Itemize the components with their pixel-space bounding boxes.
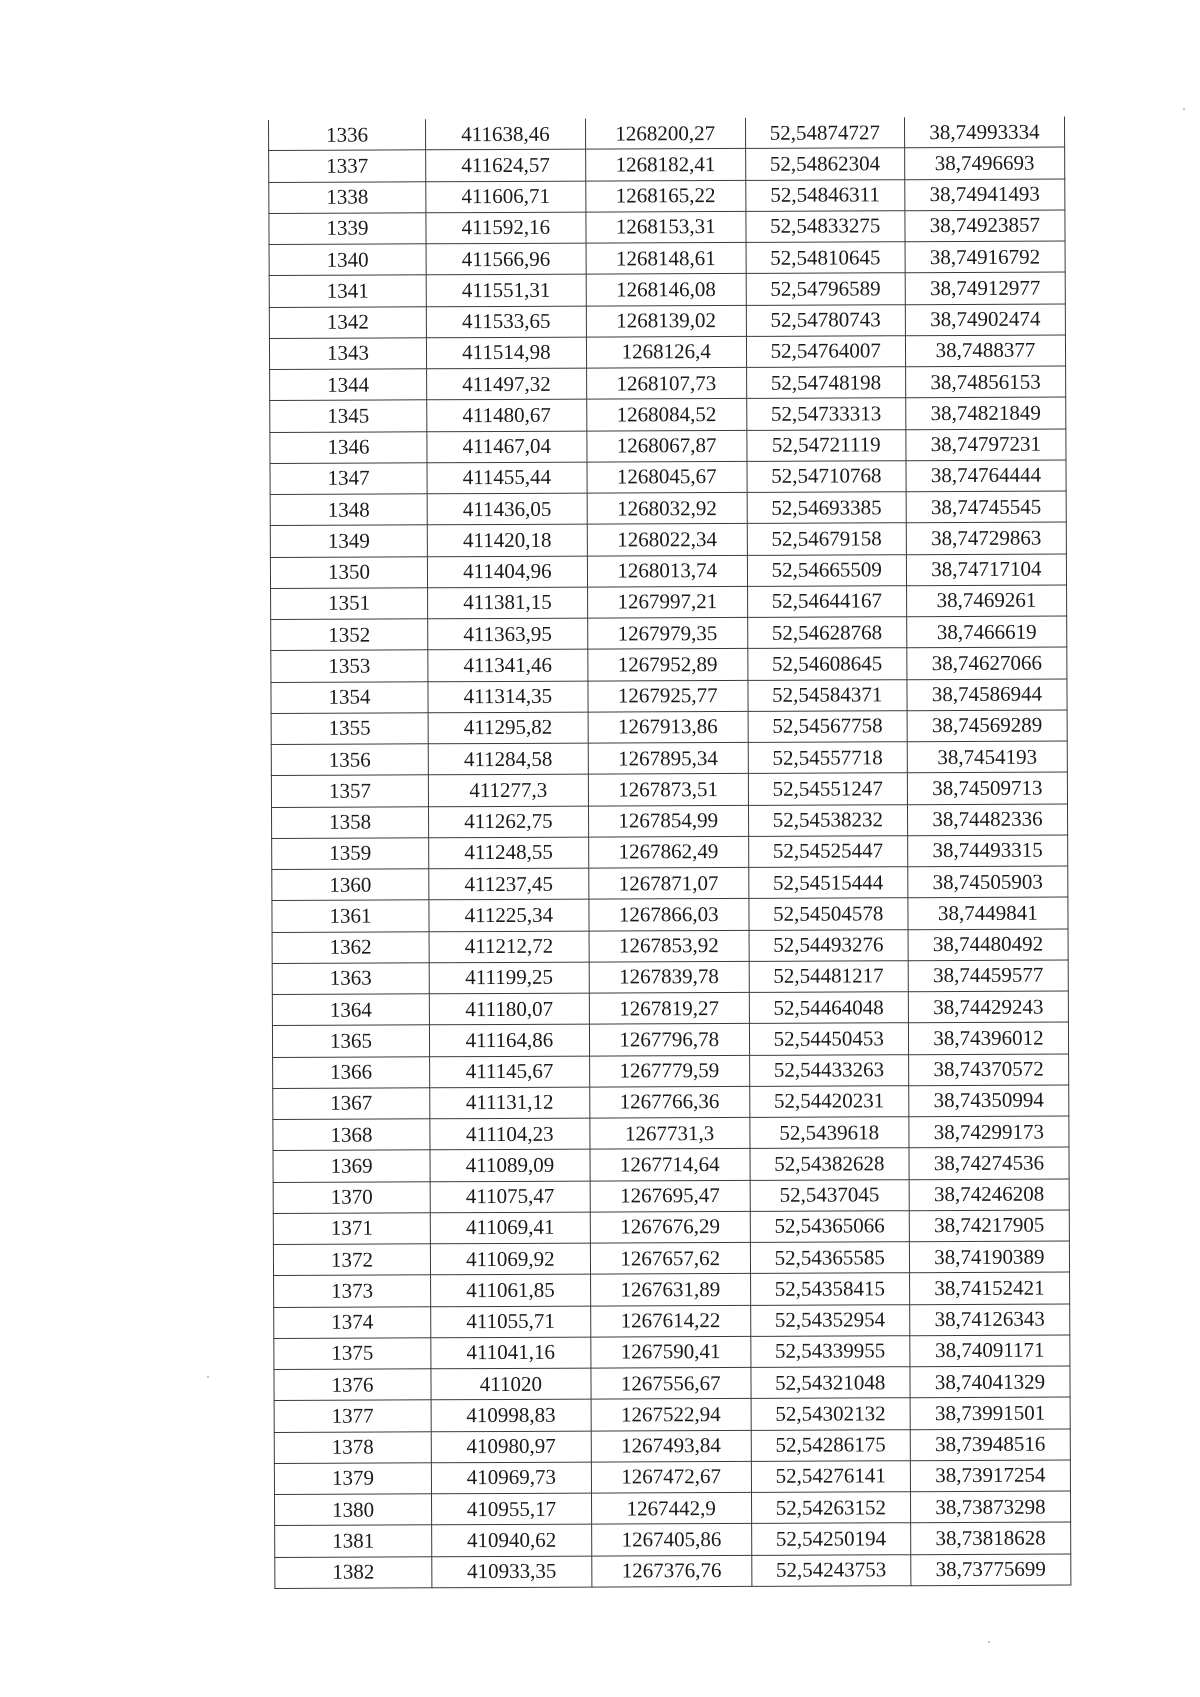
- table-row: [273, 1116, 1069, 1151]
- table-row: [270, 460, 1066, 495]
- x-coordinate-cell: 411104,23: [430, 1118, 590, 1150]
- x-coordinate-cell: 411566,96: [426, 243, 586, 275]
- latitude-cell: 52,54464048: [749, 992, 908, 1024]
- y-coordinate-cell: 1267631,89: [590, 1274, 750, 1306]
- latitude-cell: 52,54433263: [749, 1054, 908, 1086]
- y-coordinate-cell: 1267952,89: [588, 649, 748, 681]
- longitude-cell: 38,7454193: [907, 741, 1067, 773]
- y-coordinate-cell: 1267695,47: [590, 1180, 750, 1212]
- x-coordinate-cell: 411089,09: [430, 1149, 590, 1181]
- y-coordinate-cell: 1267731,3: [590, 1117, 750, 1149]
- x-coordinate-cell: 411212,72: [429, 931, 589, 963]
- latitude-cell: 52,54481217: [749, 960, 908, 992]
- table-row: [271, 679, 1067, 714]
- longitude-cell: 38,74482336: [907, 804, 1067, 836]
- latitude-cell: 52,54833275: [746, 210, 905, 242]
- table-row: [269, 304, 1065, 339]
- y-coordinate-cell: 1268146,08: [586, 274, 746, 306]
- latitude-cell: 52,54796589: [746, 273, 905, 305]
- table-row: [273, 1179, 1069, 1214]
- latitude-cell: 52,54450453: [749, 1023, 908, 1055]
- x-coordinate-cell: 411404,96: [427, 556, 587, 588]
- latitude-cell: 52,54862304: [745, 148, 904, 180]
- longitude-cell: 38,74429243: [908, 991, 1068, 1023]
- longitude-cell: 38,74902474: [905, 304, 1065, 336]
- x-coordinate-cell: 411069,92: [430, 1243, 590, 1275]
- longitude-cell: 38,74246208: [909, 1179, 1069, 1211]
- longitude-cell: 38,74729863: [906, 522, 1066, 554]
- longitude-cell: 38,74370572: [908, 1054, 1068, 1086]
- point-number-cell: 1349: [270, 525, 427, 557]
- table-row: [274, 1491, 1070, 1526]
- y-coordinate-cell: 1268107,73: [586, 367, 746, 399]
- y-coordinate-cell: 1267796,78: [589, 1024, 749, 1056]
- longitude-cell: 38,74717104: [906, 554, 1066, 586]
- x-coordinate-cell: 411248,55: [429, 837, 589, 869]
- longitude-cell: 38,74396012: [908, 1022, 1068, 1054]
- latitude-cell: 52,54608645: [748, 648, 907, 680]
- y-coordinate-cell: 1268153,31: [586, 211, 746, 243]
- latitude-cell: 52,54874727: [745, 117, 904, 148]
- point-number-cell: 1344: [270, 369, 427, 401]
- x-coordinate-cell: 410955,17: [431, 1493, 591, 1525]
- point-number-cell: 1374: [274, 1306, 431, 1338]
- y-coordinate-cell: 1267714,64: [590, 1149, 750, 1181]
- x-coordinate-cell: 411295,82: [428, 712, 588, 744]
- x-coordinate-cell: 411069,41: [430, 1212, 590, 1244]
- x-coordinate-cell: 411381,15: [428, 587, 588, 619]
- y-coordinate-cell: 1267590,41: [591, 1336, 751, 1368]
- table-row: [275, 1554, 1071, 1589]
- longitude-cell: 38,7466619: [907, 616, 1067, 648]
- y-coordinate-cell: 1268165,22: [586, 180, 746, 212]
- table-row: [271, 804, 1067, 839]
- longitude-cell: 38,74152421: [909, 1272, 1069, 1304]
- point-number-cell: 1365: [272, 1025, 429, 1057]
- longitude-cell: 38,74627066: [907, 647, 1067, 679]
- x-coordinate-cell: 411455,44: [427, 462, 587, 494]
- point-number-cell: 1345: [270, 400, 427, 432]
- point-number-cell: 1370: [273, 1181, 430, 1213]
- latitude-cell: 52,54748198: [746, 367, 905, 399]
- point-number-cell: 1364: [272, 994, 429, 1026]
- table-row: [269, 210, 1065, 245]
- x-coordinate-cell: 411638,46: [425, 119, 585, 150]
- y-coordinate-cell: 1268139,02: [586, 305, 746, 337]
- table-row: [271, 616, 1067, 651]
- x-coordinate-cell: 411497,32: [427, 368, 587, 400]
- y-coordinate-cell: 1267979,35: [587, 617, 747, 649]
- point-number-cell: 1355: [271, 713, 428, 745]
- point-number-cell: 1336: [269, 119, 426, 150]
- y-coordinate-cell: 1267819,27: [589, 992, 749, 1024]
- table-row: [273, 1054, 1069, 1089]
- x-coordinate-cell: 411164,86: [429, 1024, 589, 1056]
- latitude-cell: 52,54733313: [746, 398, 905, 430]
- latitude-cell: 52,54551247: [748, 773, 907, 805]
- table-row: [273, 1241, 1069, 1276]
- latitude-cell: 52,54420231: [749, 1085, 908, 1117]
- point-number-cell: 1377: [274, 1400, 431, 1432]
- longitude-cell: 38,74821849: [906, 397, 1066, 429]
- table-row: [273, 1147, 1069, 1182]
- x-coordinate-cell: 411624,57: [426, 149, 586, 181]
- coordinate-table: [268, 117, 1071, 1589]
- table-row: [274, 1460, 1070, 1495]
- latitude-cell: 52,54810645: [746, 242, 905, 274]
- point-number-cell: 1380: [274, 1494, 431, 1526]
- longitude-cell: 38,74586944: [907, 679, 1067, 711]
- y-coordinate-cell: 1267895,34: [588, 742, 748, 774]
- longitude-cell: 38,74126343: [910, 1304, 1070, 1336]
- x-coordinate-cell: 411363,95: [428, 618, 588, 650]
- longitude-cell: 38,74916792: [905, 241, 1065, 273]
- table-row: [273, 1085, 1069, 1120]
- point-number-cell: 1373: [274, 1275, 431, 1307]
- point-number-cell: 1359: [272, 838, 429, 870]
- longitude-cell: 38,73818628: [910, 1522, 1070, 1554]
- latitude-cell: 52,54710768: [747, 460, 906, 492]
- x-coordinate-cell: 411180,07: [429, 993, 589, 1025]
- table-row: [269, 147, 1065, 182]
- x-coordinate-cell: 411237,45: [429, 868, 589, 900]
- point-number-cell: 1350: [270, 556, 427, 588]
- point-number-cell: 1369: [273, 1150, 430, 1182]
- latitude-cell: 52,5439618: [750, 1117, 909, 1149]
- latitude-cell: 52,54764007: [746, 335, 905, 367]
- latitude-cell: 52,54628768: [747, 617, 906, 649]
- point-number-cell: 1340: [269, 244, 426, 276]
- y-coordinate-cell: 1267376,76: [592, 1555, 752, 1587]
- longitude-cell: 38,74299173: [909, 1116, 1069, 1148]
- x-coordinate-cell: 411436,05: [427, 493, 587, 525]
- latitude-cell: 52,54693385: [747, 492, 906, 524]
- scan-speck: [988, 1641, 990, 1643]
- latitude-cell: 52,54493276: [749, 929, 908, 961]
- latitude-cell: 52,54276141: [751, 1460, 910, 1492]
- x-coordinate-cell: 411225,34: [429, 899, 589, 931]
- point-number-cell: 1367: [273, 1088, 430, 1120]
- longitude-cell: 38,7469261: [906, 585, 1066, 617]
- point-number-cell: 1371: [273, 1213, 430, 1245]
- scan-speck: [1183, 108, 1185, 110]
- y-coordinate-cell: 1267862,49: [588, 836, 748, 868]
- latitude-cell: 52,54352954: [750, 1304, 909, 1336]
- point-number-cell: 1341: [269, 275, 426, 307]
- latitude-cell: 52,54515444: [748, 867, 907, 899]
- latitude-cell: 52,54365066: [750, 1210, 909, 1242]
- latitude-cell: 52,54339955: [751, 1335, 910, 1367]
- longitude-cell: 38,74923857: [905, 210, 1065, 242]
- point-number-cell: 1354: [271, 681, 428, 713]
- longitude-cell: 38,73917254: [910, 1460, 1070, 1492]
- table-row: [274, 1429, 1070, 1464]
- latitude-cell: 52,54321048: [751, 1367, 910, 1399]
- longitude-cell: 38,74912977: [905, 272, 1065, 304]
- table-row: [270, 491, 1066, 526]
- y-coordinate-cell: 1267657,62: [590, 1242, 750, 1274]
- table-row: [270, 397, 1066, 432]
- y-coordinate-cell: 1267925,77: [588, 680, 748, 712]
- y-coordinate-cell: 1267854,99: [588, 805, 748, 837]
- longitude-cell: 38,74745545: [906, 491, 1066, 523]
- point-number-cell: 1357: [271, 775, 428, 807]
- point-number-cell: 1375: [274, 1338, 431, 1370]
- x-coordinate-cell: 411055,71: [431, 1306, 591, 1338]
- point-number-cell: 1361: [272, 900, 429, 932]
- y-coordinate-cell: 1267472,67: [591, 1461, 751, 1493]
- point-number-cell: 1362: [272, 931, 429, 963]
- y-coordinate-cell: 1268022,34: [587, 524, 747, 556]
- latitude-cell: 52,54525447: [748, 835, 907, 867]
- table-row: [274, 1304, 1070, 1339]
- table-row: [272, 897, 1068, 932]
- table-row: [271, 741, 1067, 776]
- longitude-cell: 38,73991501: [910, 1397, 1070, 1429]
- longitude-cell: 38,73948516: [910, 1429, 1070, 1461]
- point-number-cell: 1352: [271, 619, 428, 651]
- longitude-cell: 38,74856153: [905, 366, 1065, 398]
- table-row: [274, 1335, 1070, 1370]
- table-row: [273, 1210, 1069, 1245]
- point-number-cell: 1343: [269, 338, 426, 370]
- longitude-cell: 38,74764444: [906, 460, 1066, 492]
- longitude-cell: 38,74505903: [908, 866, 1068, 898]
- table-row: [271, 647, 1067, 682]
- longitude-cell: 38,74797231: [906, 429, 1066, 461]
- x-coordinate-cell: 411467,04: [427, 431, 587, 463]
- longitude-cell: 38,74480492: [908, 929, 1068, 961]
- table-row: [272, 991, 1068, 1026]
- y-coordinate-cell: 1267839,78: [589, 961, 749, 993]
- x-coordinate-cell: 411262,75: [428, 806, 588, 838]
- table-row: [270, 429, 1066, 464]
- y-coordinate-cell: 1268182,41: [585, 149, 745, 181]
- table-row: [274, 1272, 1070, 1307]
- y-coordinate-cell: 1268200,27: [585, 118, 745, 149]
- x-coordinate-cell: 411514,98: [426, 337, 586, 369]
- table-row: [272, 835, 1068, 870]
- table-row: [272, 929, 1068, 964]
- longitude-cell: 38,74509713: [907, 772, 1067, 804]
- point-number-cell: 1342: [269, 306, 426, 338]
- scan-speck: [207, 1376, 209, 1378]
- table-row: [269, 241, 1065, 276]
- x-coordinate-cell: 411284,58: [428, 743, 588, 775]
- longitude-cell: 38,74350994: [909, 1085, 1069, 1117]
- x-coordinate-cell: 411606,71: [426, 181, 586, 213]
- x-coordinate-cell: 411314,35: [428, 681, 588, 713]
- point-number-cell: 1381: [275, 1525, 432, 1557]
- latitude-cell: 52,54365585: [750, 1242, 909, 1274]
- latitude-cell: 52,54567758: [748, 710, 907, 742]
- x-coordinate-cell: 411341,46: [428, 649, 588, 681]
- y-coordinate-cell: 1268032,92: [587, 492, 747, 524]
- longitude-cell: 38,74190389: [909, 1241, 1069, 1273]
- point-number-cell: 1347: [270, 463, 427, 495]
- x-coordinate-cell: 411592,16: [426, 212, 586, 244]
- latitude-cell: 52,54358415: [750, 1273, 909, 1305]
- point-number-cell: 1379: [274, 1463, 431, 1495]
- latitude-cell: 52,54243753: [751, 1554, 910, 1586]
- table-row: [272, 866, 1068, 901]
- x-coordinate-cell: 411551,31: [426, 274, 586, 306]
- y-coordinate-cell: 1267853,92: [589, 930, 749, 962]
- table-row: [270, 554, 1066, 589]
- x-coordinate-cell: 410980,97: [431, 1431, 591, 1463]
- latitude-cell: 52,54644167: [747, 585, 906, 617]
- x-coordinate-cell: 411041,16: [431, 1337, 591, 1369]
- longitude-cell: 38,74459577: [908, 960, 1068, 992]
- y-coordinate-cell: 1267871,07: [589, 867, 749, 899]
- point-number-cell: 1363: [272, 963, 429, 995]
- longitude-cell: 38,7449841: [908, 897, 1068, 929]
- point-number-cell: 1358: [271, 806, 428, 838]
- longitude-cell: 38,74493315: [907, 835, 1067, 867]
- table-row: [270, 366, 1066, 401]
- table-row: [269, 117, 1065, 151]
- longitude-cell: 38,7488377: [905, 335, 1065, 367]
- y-coordinate-cell: 1267779,59: [589, 1055, 749, 1087]
- x-coordinate-cell: 411533,65: [426, 306, 586, 338]
- table-row: [272, 1022, 1068, 1057]
- table-row: [271, 772, 1067, 807]
- point-number-cell: 1376: [274, 1369, 431, 1401]
- x-coordinate-cell: 410933,35: [432, 1556, 592, 1588]
- point-number-cell: 1368: [273, 1119, 430, 1151]
- x-coordinate-cell: 411420,18: [427, 524, 587, 556]
- longitude-cell: 38,74569289: [907, 710, 1067, 742]
- point-number-cell: 1378: [274, 1431, 431, 1463]
- point-number-cell: 1346: [270, 431, 427, 463]
- latitude-cell: 52,54665509: [747, 554, 906, 586]
- latitude-cell: 52,54263152: [751, 1492, 910, 1524]
- latitude-cell: 52,54679158: [747, 523, 906, 555]
- latitude-cell: 52,54250194: [751, 1523, 910, 1555]
- table-row: [275, 1522, 1071, 1557]
- x-coordinate-cell: 410969,73: [431, 1462, 591, 1494]
- y-coordinate-cell: 1268126,4: [586, 336, 746, 368]
- y-coordinate-cell: 1267556,67: [591, 1367, 751, 1399]
- y-coordinate-cell: 1268013,74: [587, 555, 747, 587]
- point-number-cell: 1338: [269, 181, 426, 213]
- longitude-cell: 38,74941493: [905, 179, 1065, 211]
- latitude-cell: 52,54846311: [745, 179, 904, 211]
- longitude-cell: 38,73873298: [910, 1491, 1070, 1523]
- x-coordinate-cell: 411061,85: [431, 1274, 591, 1306]
- x-coordinate-cell: 411480,67: [427, 399, 587, 431]
- table-row: [269, 179, 1065, 214]
- y-coordinate-cell: 1267405,86: [591, 1524, 751, 1556]
- point-number-cell: 1337: [269, 150, 426, 182]
- point-number-cell: 1366: [273, 1056, 430, 1088]
- table-row: [271, 585, 1067, 620]
- table-row: [270, 522, 1066, 557]
- longitude-cell: 38,74274536: [909, 1147, 1069, 1179]
- latitude-cell: 52,54721119: [747, 429, 906, 461]
- y-coordinate-cell: 1268148,61: [586, 242, 746, 274]
- x-coordinate-cell: 411020: [431, 1368, 591, 1400]
- table-row: [271, 710, 1067, 745]
- x-coordinate-cell: 411075,47: [430, 1181, 590, 1213]
- y-coordinate-cell: 1267873,51: [588, 774, 748, 806]
- y-coordinate-cell: 1267493,84: [591, 1430, 751, 1462]
- table-row: [274, 1366, 1070, 1401]
- latitude-cell: 52,54557718: [748, 742, 907, 774]
- longitude-cell: 38,7496693: [904, 147, 1064, 179]
- table-row: [272, 960, 1068, 995]
- table-row: [269, 335, 1065, 370]
- x-coordinate-cell: 411131,12: [430, 1087, 590, 1119]
- x-coordinate-cell: 410998,83: [431, 1399, 591, 1431]
- y-coordinate-cell: 1268067,87: [587, 430, 747, 462]
- point-number-cell: 1356: [271, 744, 428, 776]
- y-coordinate-cell: 1267614,22: [590, 1305, 750, 1337]
- x-coordinate-cell: 411199,25: [429, 962, 589, 994]
- y-coordinate-cell: 1267913,86: [588, 711, 748, 743]
- point-number-cell: 1339: [269, 213, 426, 245]
- y-coordinate-cell: 1267522,94: [591, 1399, 751, 1431]
- longitude-cell: 38,73775699: [911, 1554, 1071, 1586]
- latitude-cell: 52,54584371: [748, 679, 907, 711]
- point-number-cell: 1382: [275, 1556, 432, 1588]
- y-coordinate-cell: 1268084,52: [586, 399, 746, 431]
- longitude-cell: 38,74091171: [910, 1335, 1070, 1367]
- x-coordinate-cell: 411145,67: [430, 1056, 590, 1088]
- point-number-cell: 1348: [270, 494, 427, 526]
- y-coordinate-cell: 1267676,29: [590, 1211, 750, 1243]
- y-coordinate-cell: 1267866,03: [589, 899, 749, 931]
- y-coordinate-cell: 1267997,21: [587, 586, 747, 618]
- y-coordinate-cell: 1268045,67: [587, 461, 747, 493]
- y-coordinate-cell: 1267766,36: [589, 1086, 749, 1118]
- latitude-cell: 52,54286175: [751, 1429, 910, 1461]
- point-number-cell: 1353: [271, 650, 428, 682]
- table-row: [274, 1397, 1070, 1432]
- y-coordinate-cell: 1267442,9: [591, 1492, 751, 1524]
- point-number-cell: 1360: [272, 869, 429, 901]
- latitude-cell: 52,5437045: [750, 1179, 909, 1211]
- latitude-cell: 52,54382628: [750, 1148, 909, 1180]
- point-number-cell: 1372: [273, 1244, 430, 1276]
- longitude-cell: 38,74217905: [909, 1210, 1069, 1242]
- latitude-cell: 52,54538232: [748, 804, 907, 836]
- longitude-cell: 38,74993334: [904, 117, 1064, 148]
- coordinate-table-body: [269, 117, 1071, 1589]
- point-number-cell: 1351: [271, 588, 428, 620]
- table-row: [269, 272, 1065, 307]
- x-coordinate-cell: 411277,3: [428, 774, 588, 806]
- x-coordinate-cell: 410940,62: [432, 1524, 592, 1556]
- latitude-cell: 52,54780743: [746, 304, 905, 336]
- latitude-cell: 52,54504578: [749, 898, 908, 930]
- longitude-cell: 38,74041329: [910, 1366, 1070, 1398]
- latitude-cell: 52,54302132: [751, 1398, 910, 1430]
